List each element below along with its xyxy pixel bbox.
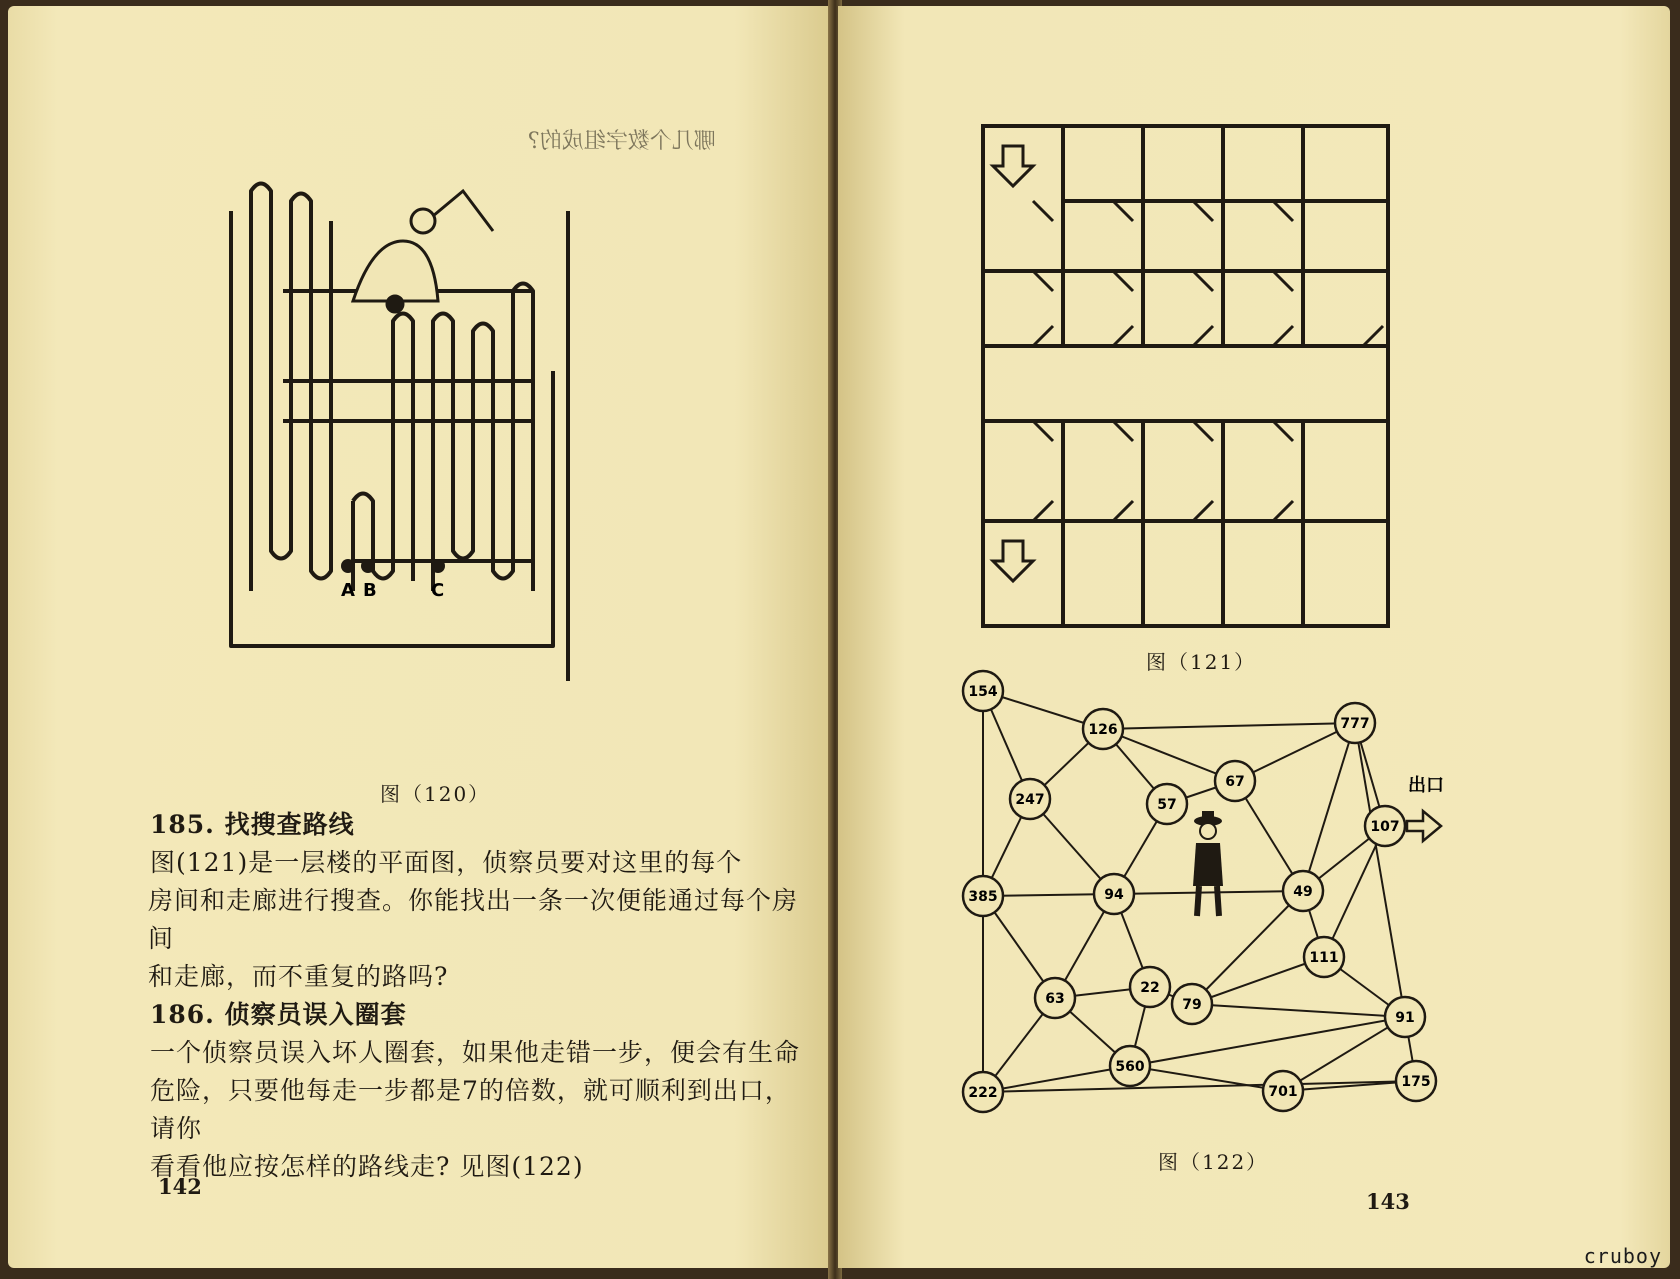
figure-120-caption: 图（120） bbox=[380, 782, 491, 806]
svg-text:560: 560 bbox=[1115, 1059, 1145, 1075]
graph-node-560 bbox=[1110, 1046, 1150, 1086]
graph-node-154 bbox=[963, 671, 1003, 711]
svg-text:777: 777 bbox=[1340, 716, 1370, 732]
graph-node-94 bbox=[1094, 874, 1134, 914]
graph-node-107 bbox=[1365, 806, 1405, 846]
svg-text:111: 111 bbox=[1309, 950, 1339, 966]
graph-node-57 bbox=[1147, 784, 1187, 824]
section-186-line-2: 危险，只要他每走一步都是7的倍数，就可顺利到出口，请你 bbox=[150, 1076, 791, 1143]
show-through-header: 哪几个数字组成的? bbox=[528, 129, 716, 154]
graph-node-63 bbox=[1035, 978, 1075, 1018]
section-185-title: 185. 找搜查路线 bbox=[150, 810, 355, 839]
svg-text:126: 126 bbox=[1088, 722, 1118, 738]
graph-node-126 bbox=[1083, 709, 1123, 749]
graph-edge bbox=[1103, 729, 1235, 781]
graph-edge bbox=[1114, 891, 1303, 894]
graph-edge bbox=[1303, 723, 1355, 891]
label-c: C bbox=[431, 580, 445, 601]
figure-121-floor-plan bbox=[973, 121, 1403, 641]
section-185-line-3: 和走廊，而不重复的路吗? bbox=[148, 962, 449, 991]
svg-text:57: 57 bbox=[1157, 797, 1177, 813]
figure-120-maze bbox=[223, 171, 603, 691]
svg-text:701: 701 bbox=[1268, 1084, 1298, 1100]
svg-text:67: 67 bbox=[1225, 774, 1245, 790]
section-186-line-1: 一个侦察员误入坏人圈套，如果他走错一步，便会有生命 bbox=[150, 1038, 801, 1067]
svg-text:222: 222 bbox=[968, 1085, 998, 1101]
graph-node-79 bbox=[1172, 984, 1212, 1024]
graph-node-222 bbox=[963, 1072, 1003, 1112]
graph-node-175 bbox=[1396, 1061, 1436, 1101]
graph-edge bbox=[1103, 723, 1355, 729]
svg-text:63: 63 bbox=[1045, 991, 1065, 1007]
section-185 bbox=[150, 806, 800, 1186]
svg-text:154: 154 bbox=[968, 684, 998, 700]
watermark: cruboy bbox=[1583, 1244, 1662, 1268]
exit-arrow-icon bbox=[1407, 811, 1441, 841]
exit-label: 出口 bbox=[1408, 775, 1444, 796]
graph-node-67 bbox=[1215, 761, 1255, 801]
svg-text:247: 247 bbox=[1015, 792, 1045, 808]
label-b: B bbox=[363, 580, 377, 601]
graph-node-91 bbox=[1385, 997, 1425, 1037]
svg-text:94: 94 bbox=[1104, 887, 1124, 903]
figure-121-caption: 图（121） bbox=[1146, 650, 1257, 674]
section-185-line-1: 图(121)是一层楼的平面图，侦察员要对这里的每个 bbox=[150, 848, 743, 877]
svg-text:175: 175 bbox=[1401, 1074, 1431, 1090]
figure-122-graph bbox=[953, 671, 1453, 1101]
graph-node-385 bbox=[963, 876, 1003, 916]
svg-text:49: 49 bbox=[1293, 884, 1313, 900]
page-number-right: 143 bbox=[1366, 1189, 1410, 1214]
figure-122-caption: 图（122） bbox=[1158, 1150, 1269, 1174]
section-186-title: 186. 侦察员误入圈套 bbox=[150, 1000, 407, 1029]
graph-edge bbox=[1355, 723, 1405, 1017]
graph-edge bbox=[1324, 826, 1385, 957]
graph-node-777 bbox=[1335, 703, 1375, 743]
graph-node-22 bbox=[1130, 967, 1170, 1007]
right-page bbox=[838, 6, 1670, 1268]
detective-figure-icon bbox=[1193, 811, 1223, 916]
svg-text:22: 22 bbox=[1140, 980, 1160, 996]
left-page bbox=[8, 6, 834, 1268]
graph-edge bbox=[1192, 891, 1303, 1004]
page-number-left: 142 bbox=[158, 1174, 202, 1199]
graph-node-111 bbox=[1304, 937, 1344, 977]
svg-text:107: 107 bbox=[1370, 819, 1400, 835]
section-185-line-2: 房间和走廊进行搜查。你能找出一条一次便能通过每个房间 bbox=[148, 886, 799, 953]
svg-text:385: 385 bbox=[968, 889, 998, 905]
label-a: A bbox=[341, 580, 355, 601]
svg-text:91: 91 bbox=[1395, 1010, 1415, 1026]
svg-text:79: 79 bbox=[1182, 997, 1202, 1013]
section-186-line-3: 看看他应按怎样的路线走? 见图(122) bbox=[150, 1152, 584, 1181]
graph-node-701 bbox=[1263, 1071, 1303, 1111]
graph-edge bbox=[1192, 1004, 1405, 1017]
graph-node-49 bbox=[1283, 871, 1323, 911]
graph-node-247 bbox=[1010, 779, 1050, 819]
